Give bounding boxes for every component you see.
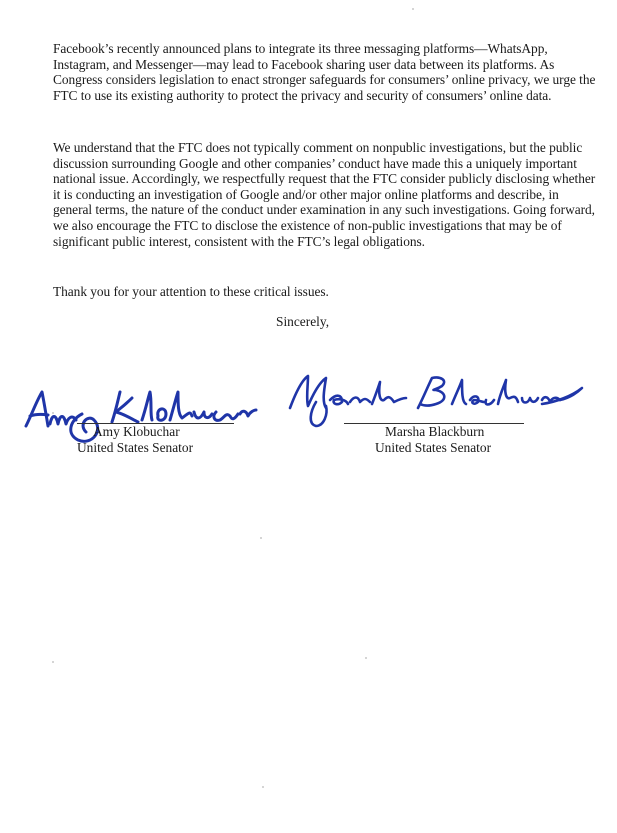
scan-speck bbox=[365, 657, 367, 659]
paragraph-thank-you: Thank you for your attention to these critical issues. bbox=[53, 284, 329, 299]
signature-block-klobuchar bbox=[0, 384, 260, 464]
paragraph-facebook-integration: Facebook’s recently announced plans to integrate its three messaging platforms—WhatsApp, Instagram, and Messenger—may lead to Facebook sharing user data between its platforms. As Congress considers legislation to enact stronger safeguards for consumers’ online privacy, we urge the FTC to use its existing authority to protect the privacy and security of consumers’ online data. bbox=[53, 41, 596, 103]
closing-sincerely: Sincerely, bbox=[276, 314, 330, 329]
scan-speck bbox=[262, 786, 264, 788]
scan-speck bbox=[412, 8, 414, 10]
scan-speck bbox=[52, 661, 54, 663]
paragraph-ftc-investigations: We understand that the FTC does not typically comment on nonpublic investigations, but the public discussion surrounding Google and other companies’ conduct have made this a uniquely important national issue. Accordingly, we respectfully request that the FTC consider publicly disclosing whether it is conducting an investigation of Google and/or other major online platforms and describe, in general terms, the nature of the conduct under examination in any such investigations. Going forward, we also encourage the FTC to disclose the existence of non-public investigations that may be of significant public interest, consistent with the FTC’s legal obligations. bbox=[53, 140, 596, 249]
scan-speck bbox=[260, 537, 262, 539]
scan-speck bbox=[52, 412, 54, 414]
signatory-name: Marsha Blackburn bbox=[385, 424, 485, 439]
signatory-title: United States Senator bbox=[375, 440, 492, 455]
signatory-name: Amy Klobuchar bbox=[93, 424, 180, 439]
signatory-title: United States Senator bbox=[77, 440, 194, 455]
signature-block-blackburn bbox=[280, 384, 540, 464]
